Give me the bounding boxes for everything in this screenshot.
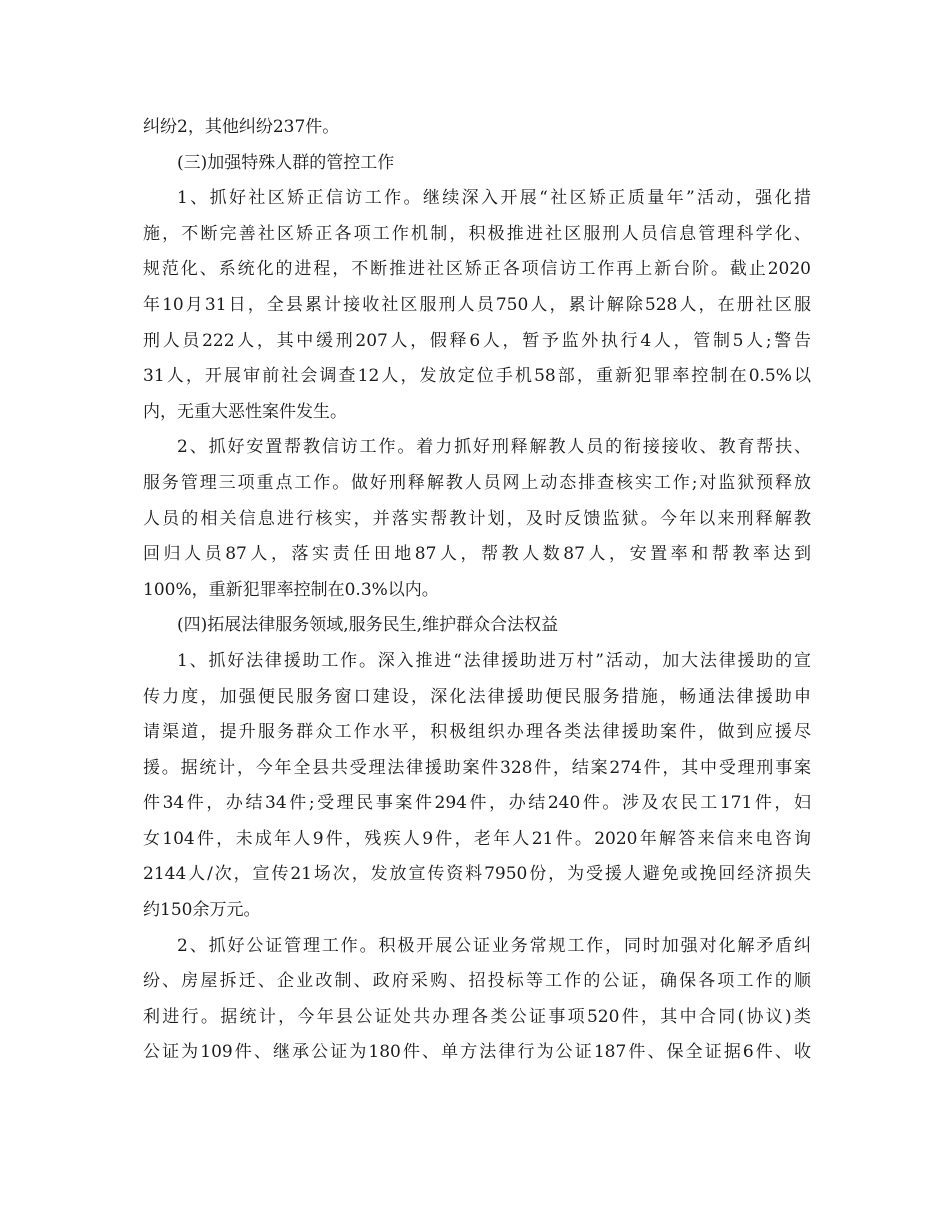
text-line: 利进行。据统计，今年县公证处共办理各类公证事项520件，其中合同(协议)类 [143, 1006, 811, 1027]
text-line: 约150余万元。 [143, 900, 261, 921]
text-line: 援。据统计，今年全县共受理法律援助案件328件，结案274件，其中受理刑事案 [143, 757, 811, 778]
text-line: 2144人/次，宣传21场次，发放宣传资料7950份，为受援人避免或挽回经济损失 [143, 864, 811, 885]
text-line: 请渠道，提升服务群众工作水平，积极组织办理各类法律援助案件，做到应援尽 [143, 722, 811, 743]
text-line: 人员的相关信息进行核实，并落实帮教计划，及时反馈监狱。今年以来刑释解教 [143, 508, 811, 529]
text-line: 女104件，未成年人9件，残疾人9件，老年人21件。2020年解答来信来电咨询 [143, 828, 811, 849]
text-line: 刑人员222人，其中缓刑207人，假释6人，暂予监外执行4人，管制5人;警告 [143, 330, 811, 351]
text-line: 规范化、系统化的进程，不断推进社区矫正各项信访工作再上新台阶。截止2020 [143, 259, 811, 280]
text-line: 内，无重大恶性案件发生。 [143, 401, 347, 422]
text-line: 2、抓好安置帮教信访工作。着力抓好刑释解教人员的衔接接收、教育帮扶、 [177, 437, 811, 458]
document-body [143, 110, 811, 1071]
text-line: 31人，开展审前社会调查12人，发放定位手机58部，重新犯罪率控制在0.5%以 [143, 366, 811, 387]
text-line: 公证为109件、继承公证为180件、单方法律行为公证187件、保全证据6件、收 [143, 1042, 811, 1063]
text-line: (三)加强特殊人群的管控工作 [177, 152, 395, 173]
text-line: 纷、房屋拆迁、企业改制、政府采购、招投标等工作的公证，确保各项工作的顺 [143, 971, 811, 992]
text-line: 100%，重新犯罪率控制在0.3%以内。 [143, 579, 439, 600]
text-line: 服务管理三项重点工作。做好刑释解教人员网上动态排查核实工作;对监狱预释放 [143, 472, 811, 493]
text-line: 纠纷2，其他纠纷237件。 [143, 117, 340, 137]
text-line: 1、抓好法律援助工作。深入推进“法律援助进万村”活动，加大法律援助的宣 [177, 650, 811, 671]
text-line: 施，不断完善社区矫正各项工作机制，积极推进社区服刑人员信息管理科学化、 [143, 223, 811, 244]
text-line: 件34件，办结34件;受理民事案件294件，办结240件。涉及农民工171件，妇 [143, 793, 811, 814]
text-line: 回归人员87人，落实责任田地87人，帮教人数87人，安置率和帮教率达到 [143, 544, 811, 565]
text-line: 传力度，加强便民服务窗口建设，深化法律援助便民服务措施，畅通法律援助申 [143, 686, 811, 707]
text-line: 年10月31日，全县累计接收社区服刑人员750人，累计解除528人，在册社区服 [143, 294, 811, 315]
text-line: 2、抓好公证管理工作。积极开展公证业务常规工作，同时加强对化解矛盾纠 [177, 935, 811, 956]
text-line: (四)拓展法律服务领域,服务民生,维护群众合法权益 [177, 615, 559, 636]
text-line: 1、抓好社区矫正信访工作。继续深入开展“社区矫正质量年”活动，强化措 [177, 188, 811, 209]
